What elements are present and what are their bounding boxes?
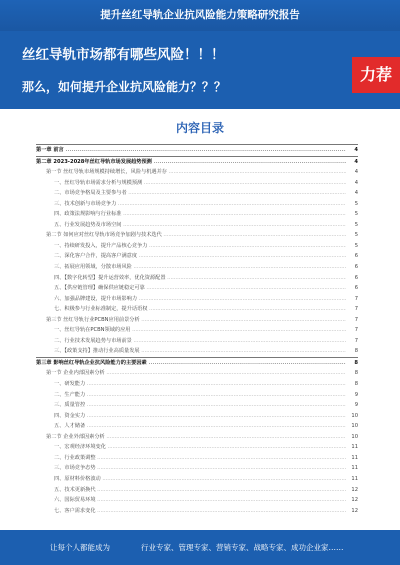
toc-page-number: 10 — [351, 423, 358, 430]
toc-entry-label: 三、质量管控 ..... — [54, 400, 346, 411]
toc-entry-label: 五、人才储备 ..... — [54, 421, 346, 432]
toc-item[interactable] — [36, 400, 358, 411]
toc-page-number: 4 — [354, 190, 358, 197]
toc-page-number: 5 — [354, 242, 358, 249]
table-of-contents — [36, 144, 358, 516]
toc-page-number: 11 — [351, 475, 358, 482]
toc-page-number: 7 — [354, 295, 358, 302]
toc-entry-label: 第二节 企业外部因素分析 ..... — [46, 432, 346, 443]
toc-item[interactable] — [36, 251, 358, 262]
toc-page-number: 10 — [351, 412, 358, 419]
toc-item[interactable] — [36, 304, 358, 315]
toc-item[interactable] — [36, 178, 358, 189]
toc-chapter[interactable] — [36, 156, 358, 168]
toc-entry-label: 四、原材料价格波动 ..... — [54, 474, 346, 485]
toc-page-number: 7 — [354, 337, 358, 344]
toc-entry-label: 第一节 企业内部因素分析 ..... — [46, 368, 346, 379]
toc-entry-label: 三、技术创新与市场竞争力 ..... — [54, 199, 346, 210]
hero-line-1: 丝红导轨市场都有哪些风险！！！ — [22, 47, 225, 63]
toc-page-number: 4 — [354, 158, 358, 165]
toc-entry-label: 三、市场竞争态势 ..... — [54, 463, 346, 474]
toc-item[interactable] — [36, 188, 358, 199]
toc-page-number: 12 — [351, 486, 358, 493]
recommend-badge: 力荐 — [352, 57, 400, 93]
toc-page-number: 12 — [351, 507, 358, 514]
toc-entry-label: 五、【供应链管理】确保供应链稳定可靠 ..... — [54, 283, 346, 294]
toc-page-number: 12 — [351, 497, 358, 504]
toc-section[interactable] — [36, 368, 358, 379]
toc-item[interactable] — [36, 346, 358, 357]
toc-entry-label: 二、市场竞争格局及主要参与者 ..... — [54, 188, 346, 199]
report-header-bar — [0, 0, 400, 31]
toc-page-number: 9 — [354, 391, 358, 398]
toc-item[interactable] — [36, 336, 358, 347]
toc-item[interactable] — [36, 325, 358, 336]
toc-entry-label: 七、客户需求变化 ..... — [54, 506, 346, 517]
toc-item[interactable] — [36, 442, 358, 453]
toc-page-number: 5 — [354, 200, 358, 207]
toc-entry-label: 六、加强品牌建设，提升市场影响力 ..... — [54, 294, 346, 305]
toc-chapter[interactable] — [36, 144, 358, 156]
toc-section[interactable] — [36, 230, 358, 241]
report-title: 提升丝红导轨企业抗风险能力策略研究报告 — [100, 9, 300, 21]
toc-page-number: 6 — [354, 274, 358, 281]
toc-page-number: 10 — [351, 433, 358, 440]
toc-item[interactable] — [36, 273, 358, 284]
footer-bar — [0, 530, 400, 565]
toc-entry-label: 二、行业技术发展趋势与市场前景 ..... — [54, 336, 346, 347]
toc-page-number: 6 — [354, 253, 358, 260]
toc-item[interactable] — [36, 474, 358, 485]
toc-page-number: 11 — [351, 454, 358, 461]
toc-item[interactable] — [36, 495, 358, 506]
toc-entry-label: 一、宏观经济环境变化 ..... — [54, 442, 346, 453]
toc-entry-label: 一、研发能力 ..... — [54, 379, 346, 390]
toc-item[interactable] — [36, 241, 358, 252]
toc-page-number: 5 — [354, 221, 358, 228]
toc-entry-label: 五、行业发展趋势及市场空间 ..... — [54, 220, 346, 231]
toc-entry-label: 二、行业政策调整 ..... — [54, 453, 346, 464]
toc-page-number: 4 — [354, 179, 358, 186]
footer-slogan-left: 让每个人都能成为 — [50, 543, 110, 552]
toc-entry-label: 四、资金实力 ..... — [54, 411, 346, 422]
toc-section[interactable] — [36, 315, 358, 326]
toc-entry-label: 第一章 前言 ..... — [36, 145, 346, 156]
toc-page-number: 7 — [354, 306, 358, 313]
toc-entry-label: 五、技术更新换代 ..... — [54, 485, 346, 496]
toc-section[interactable] — [36, 432, 358, 443]
toc-entry-label: 二、深化客户合作，提高客户满意度 ..... — [54, 251, 346, 262]
toc-item[interactable] — [36, 411, 358, 422]
hero-line-2: 那么，如何提升企业抗风险能力？？？ — [22, 80, 227, 94]
toc-item[interactable] — [36, 209, 358, 220]
toc-page-number: 5 — [354, 211, 358, 218]
toc-section[interactable] — [36, 167, 358, 178]
toc-entry-label: 三、【政策支持】推动行业高质量发展 ..... — [54, 346, 346, 357]
toc-page-number: 8 — [354, 348, 358, 355]
toc-entry-label: 第三章 影响丝红导轨企业抗风险能力的主要因素 ..... — [36, 358, 346, 369]
toc-entry-label: 四、【数字化转型】提升运营效率，优化资源配置 ..... — [54, 273, 346, 284]
toc-page-number: 5 — [354, 232, 358, 239]
toc-entry-label: 第二章 2023-2028年丝红导轨市场发展趋势预测 ..... — [36, 157, 346, 168]
toc-page-number: 8 — [354, 359, 358, 366]
toc-page-number: 8 — [354, 370, 358, 377]
toc-entry-label: 四、政策法规影响与行业标准 ..... — [54, 209, 346, 220]
toc-page-number: 4 — [354, 169, 358, 176]
toc-entry-label: 第三节 丝红导轨行业PCBN应用前景分析 ..... — [46, 315, 346, 326]
toc-entry-label: 第二节 如何应对丝红导轨市场竞争加剧与技术迭代 ..... — [46, 230, 346, 241]
toc-item[interactable] — [36, 506, 358, 517]
toc-item[interactable] — [36, 294, 358, 305]
toc-page-number: 7 — [354, 327, 358, 334]
toc-page-number: 7 — [354, 316, 358, 323]
toc-item[interactable] — [36, 390, 358, 401]
toc-item[interactable] — [36, 379, 358, 390]
toc-page-number: 11 — [351, 444, 358, 451]
toc-entry-label: 第一节 丝红导轨市场规模持续增长，风险与机遇并存 ..... — [46, 167, 346, 178]
toc-item[interactable] — [36, 485, 358, 496]
toc-entry-label: 一、丝红导轨市场需求分析与规模预测 ..... — [54, 178, 346, 189]
toc-page-number: 11 — [351, 465, 358, 472]
toc-entry-label: 一、持续研发投入，提升产品核心竞争力 ..... — [54, 241, 346, 252]
toc-chapter[interactable] — [36, 357, 358, 369]
toc-entry-label: 三、拓展应用领域，分散市场风险 ..... — [54, 262, 346, 273]
toc-page-number: 9 — [354, 402, 358, 409]
toc-page-number: 4 — [354, 147, 358, 153]
toc-page-number: 8 — [354, 381, 358, 388]
toc-item[interactable] — [36, 262, 358, 273]
toc-item[interactable] — [36, 453, 358, 464]
toc-item[interactable] — [36, 283, 358, 294]
toc-item[interactable] — [36, 463, 358, 474]
toc-page-number: 6 — [354, 264, 358, 271]
toc-entry-label: 七、积极参与行业标准制定，提升话语权 ..... — [54, 304, 346, 315]
footer-slogan-right: 行业专家、管理专家、营销专家、战略专家、成功企业家…… — [141, 543, 344, 552]
toc-entry-label: 一、丝红导轨在PCBN领域的应用 ..... — [54, 325, 346, 336]
toc-heading: 内容目录 — [175, 121, 224, 135]
toc-entry-label: 六、国际贸易环境 ..... — [54, 495, 346, 506]
toc-item[interactable] — [36, 199, 358, 210]
toc-page-number: 6 — [354, 285, 358, 292]
toc-item[interactable] — [36, 220, 358, 231]
hero-banner — [0, 31, 400, 109]
toc-entry-label: 二、生产能力 ..... — [54, 390, 346, 401]
toc-item[interactable] — [36, 421, 358, 432]
